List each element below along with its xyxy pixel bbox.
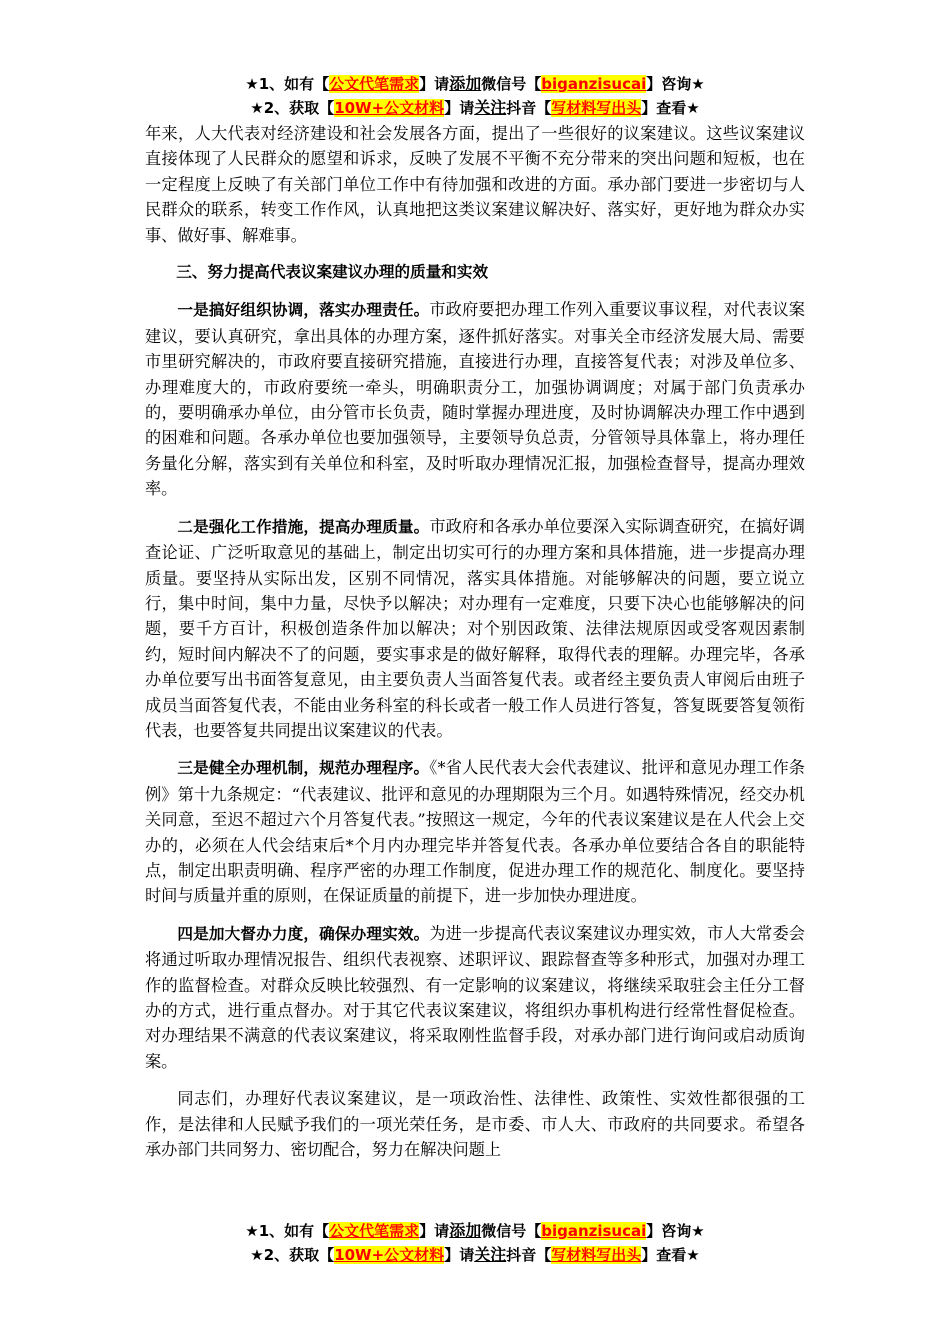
- header-banner-line-2: [0, 96, 950, 120]
- banner-text: 】咨询★: [646, 1222, 705, 1240]
- banner-text: 抖音【: [506, 99, 552, 117]
- banner-underlined: 关注: [474, 1245, 507, 1264]
- banner-highlight: 10W+公文材料: [334, 1246, 445, 1264]
- banner-highlight: biganzisucai: [541, 75, 647, 93]
- paragraph-lead: 四是加大督办力度，确保办理实效。: [177, 924, 430, 943]
- banner-text: 抖音【: [506, 1246, 552, 1264]
- paragraph-lead: 二是强化工作措施，提高办理质量。: [177, 517, 430, 536]
- paragraph-lead: 一是搞好组织协调，落实办理责任。: [177, 301, 430, 320]
- banner-highlight: 公文代笔需求: [329, 75, 420, 93]
- document-body: [145, 121, 805, 1174]
- banner-underlined: 添加: [449, 74, 482, 93]
- banner-text: ★1、如有【: [245, 1222, 330, 1240]
- footer-banner-line-2: [0, 1243, 950, 1267]
- banner-underlined: 添加: [449, 1221, 482, 1240]
- paragraph-text: 《*省人民代表大会代表建议、批评和意见办理工作条例》第十九条规定：“代表建议、批评和意见的办理期限为三个月。如遇特殊情况，经交办机关同意，至迟不超过六个月答复代表。”按照这一规定，今年的代表议案建议是在人代会上交办的，必须在人代会结束后*个月内办理完毕并答复代表。各承办单位要结合各自的职能特点，制定出职责明确、程序严密的办理工作制度，促进办理工作的规范化、制度化。要坚持时间与质量并重的原则，在保证质量的前提下，进一步加快办理进度。: [145, 758, 805, 906]
- banner-text: 】查看★: [641, 1246, 700, 1264]
- paragraph-lead: 三是健全办理机制，规范办理程序。: [177, 759, 430, 778]
- banner-text: 】请: [444, 99, 475, 117]
- banner-highlight: biganzisucai: [541, 1222, 647, 1240]
- paragraph: [145, 297, 805, 501]
- paragraph: [145, 921, 805, 1074]
- banner-highlight: 公文代笔需求: [329, 1222, 420, 1240]
- banner-text: 】请: [444, 1246, 475, 1264]
- banner-highlight: 写材料写出头: [551, 1246, 642, 1264]
- banner-text: 微信号【: [481, 1222, 542, 1240]
- banner-highlight: 写材料写出头: [551, 99, 642, 117]
- banner-text: 】请: [419, 1222, 450, 1240]
- paragraph: 同志们，办理好代表议案建议，是一项政治性、法律性、政策性、实效性都很强的工作，是法律和人民赋予我们的一项光荣任务，是市委、市人大、市政府的共同要求。希望各承办部门共同努力、密切配合，努力在解决问题上: [145, 1089, 805, 1160]
- paragraph: 年来，人大代表对经济建设和社会发展各方面，提出了一些很好的议案建议。这些议案建议直接体现了人民群众的愿望和诉求，反映了发展不平衡不充分带来的突出问题和短板，也在一定程度上反映了有关部门单位工作中有待加强和改进的方面。承办部门要进一步密切与人民群众的联系，转变工作作风，认真地把这类议案建议解决好、落实好，更好地为群众办实事、做好事、解难事。: [145, 124, 805, 245]
- banner-text: ★2、获取【: [250, 99, 335, 117]
- header-banner-line-1: [0, 72, 950, 96]
- banner-underlined: 关注: [474, 98, 507, 117]
- paragraph-text: 市政府和各承办单位要深入实际调查研究，在搞好调查论证、广泛听取意见的基础上，制定出切实可行的办理方案和具体措施，进一步提高办理质量。要坚持从实际出发，区别不同情况，落实具体措施。对能够解决的问题，要立说立行，集中时间，集中力量，尽快予以解决；对办理有一定难度，只要下决心也能够解决的问题，要千方百计，积极创造条件加以解决；对个别因政策、法律法规原因或受客观因素制约，短时间内解决不了的问题，要实事求是的做好解释，取得代表的理解。办理完毕，各承办单位要写出书面答复意见，由主要负责人当面答复代表。或者经主要负责人审阅后由班子成员当面答复代表，不能由业务科室的科长或者一般工作人员进行答复，答复既要答复领衔代表，也要答复共同提出议案建议的代表。: [145, 516, 805, 740]
- section-heading: 三、努力提高代表议案建议办理的质量和实效: [176, 263, 489, 282]
- paragraph: [145, 755, 805, 908]
- banner-text: 】咨询★: [646, 75, 705, 93]
- paragraph: [145, 514, 805, 744]
- paragraph-text: 为进一步提高代表议案建议办理实效，市人大常委会将通过听取办理情况报告、组织代表视察、述职评议、跟踪督查等多种形式，加强对办理工作的监督检查。对群众反映比较强烈、有一定影响的议案建议，将继续采取驻会主任分工督办的方式，进行重点督办。对于其它代表议案建议，将组织办事机构进行经常性督促检查。对办理结果不满意的代表议案建议，将采取刚性监督手段，对承办部门进行询问或启动质询案。: [145, 923, 805, 1071]
- banner-text: 】请: [419, 75, 450, 93]
- banner-text: ★2、获取【: [250, 1246, 335, 1264]
- paragraph-text: 市政府要把办理工作列入重要议事议程，对代表议案建议，要认真研究，拿出具体的办理方案，逐件抓好落实。对事关全市经济发展大局、需要市里研究解决的，市政府要直接研究措施，直接进行办理，直接答复代表；对涉及单位多、办理难度大的，市政府要统一牵头，明确职责分工，加强协调调度；对属于部门负责承办的，要明确承办单位，由分管市长负责，随时掌握办理进度，及时协调解决办理工作中遇到的困难和问题。各承办单位也要加强领导，主要领导负总责，分管领导具体靠上，将办理任务量化分解，落实到有关单位和科室，及时听取办理情况汇报，加强检查督导，提高办理效率。: [145, 300, 805, 499]
- banner-text: 】查看★: [641, 99, 700, 117]
- banner-highlight: 10W+公文材料: [334, 99, 445, 117]
- banner-text: 微信号【: [481, 75, 542, 93]
- footer-banner-line-1: [0, 1219, 950, 1243]
- banner-text: ★1、如有【: [245, 75, 330, 93]
